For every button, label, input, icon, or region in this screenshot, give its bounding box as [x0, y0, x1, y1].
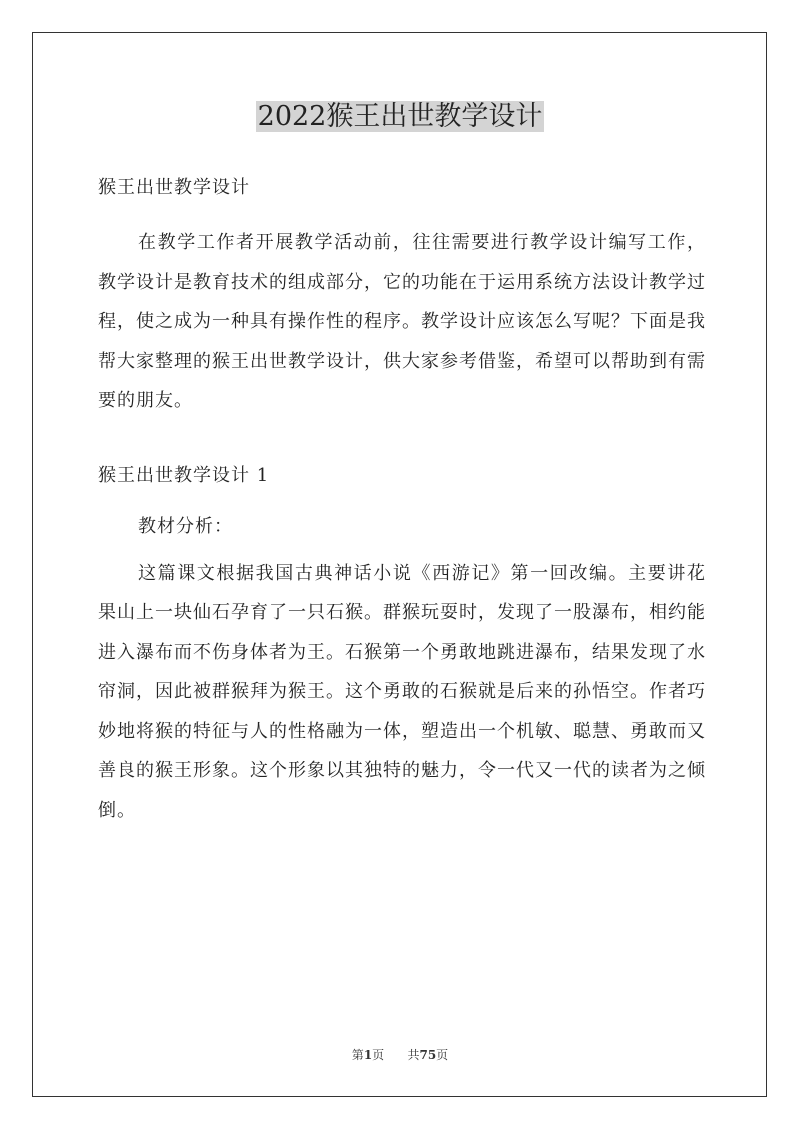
page-suffix: 页	[372, 1048, 385, 1062]
section-heading: 猴王出世教学设计 1	[98, 464, 270, 486]
document-body	[98, 172, 706, 830]
document-title	[0, 96, 800, 138]
document-title-text: 2022猴王出世教学设计	[257, 101, 543, 132]
intro-paragraph: 在教学工作者开展教学活动前，往往需要进行教学设计编写工作，教学设计是教育技术的组成部分，它的功能在于运用系统方法设计教学过程，使之成为一种具有操作性的程序。教学设计应该怎么写呢？下面是我帮大家整理的猴王出世教学设计，供大家参考借鉴，希望可以帮助到有需要的朋友。	[98, 232, 706, 411]
page-footer	[0, 1046, 800, 1063]
document-subtitle: 猴王出世教学设计	[98, 177, 250, 198]
total-prefix: 共	[407, 1048, 420, 1062]
total-suffix: 页	[436, 1048, 449, 1062]
section-paragraph: 这篇课文根据我国古典神话小说《西游记》第一回改编。主要讲花果山上一块仙石孕育了一只石猴。群猴玩耍时，发现了一股瀑布，相约能进入瀑布而不伤身体者为王。石猴第一个勇敢地跳进瀑布，结果发现了水帘洞，因此被群猴拜为猴王。这个勇敢的石猴就是后来的孙悟空。作者巧妙地将猴的特征与人的性格融为一体，塑造出一个机敏、聪慧、勇敢而又善良的猴王形象。这个形象以其独特的魅力，令一代又一代的读者为之倾倒。	[98, 562, 706, 821]
section-label: 教材分析：	[138, 515, 233, 537]
page-prefix: 第	[351, 1048, 364, 1062]
total-pages: 75	[419, 1048, 437, 1062]
page-number: 1	[363, 1048, 373, 1062]
